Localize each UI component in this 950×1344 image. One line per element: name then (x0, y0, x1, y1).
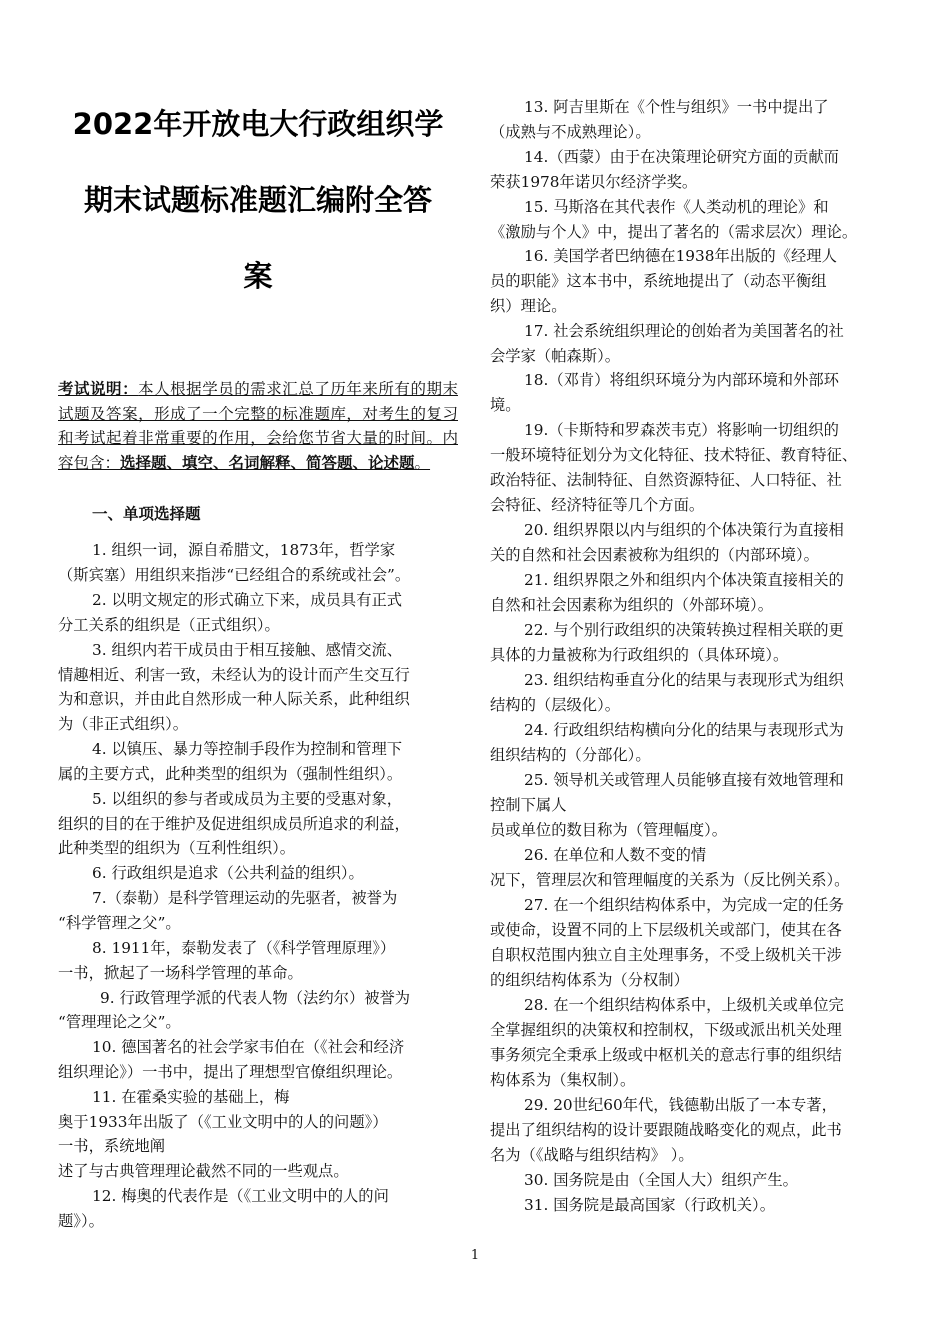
question-line: 述了与古典管理理论截然不同的一些观点。 (58, 1162, 349, 1180)
question-line: 关的自然和社会因素被称为组织的（内部环境）。 (490, 546, 819, 564)
question-line: 10. 德国著名的社会学家韦伯在（《社会和经济 (92, 1038, 405, 1056)
question-line: 9. 行政管理学派的代表人物（法约尔）被誉为 (100, 989, 411, 1007)
question-line: 属的主要方式，此种类型的组织为（强制性组织）。 (58, 765, 403, 783)
question-line: 21. 组织界限之外和组织内个体决策直接相关的 (524, 571, 844, 589)
title-line-2: 期末试题标准题汇编附全答 (83, 183, 432, 217)
question-line: 5. 以组织的参与者或成员为主要的受惠对象， (92, 790, 403, 808)
question-line: 7.（泰勒）是科学管理运动的先驱者，被誉为 (92, 889, 398, 907)
question-line: 12. 梅奥的代表作是（《工业文明中的人的问 (92, 1187, 389, 1205)
section-title: 一、单项选择题 (92, 505, 201, 523)
question-line: 政治特征、法制特征、自然资源特征、人口特征、社 (490, 471, 842, 489)
question-line: 员的职能》这本书中，系统地提出了（动态平衡组 (490, 272, 827, 290)
question-line: 一书，系统地阐 (58, 1137, 166, 1155)
question-line: 28. 在一个组织结构体系中，上级机关或单位完 (524, 996, 844, 1014)
question-line: 25. 领导机关或管理人员能够直接有效地管理和 (524, 771, 844, 789)
question-line: 事务须完全秉承上级或中枢机关的意志行事的组织结 (490, 1046, 842, 1064)
question-line: 16. 美国学者巴纳德在1938年出版的《经理人 (524, 247, 837, 265)
question-line: 11. 在霍桑实验的基础上，梅 (92, 1088, 290, 1106)
question-line: 会特征、经济特征等几个方面。 (490, 496, 705, 514)
question-line: 组织理论》）一书中，提出了理想型官僚组织理论。 (58, 1063, 403, 1081)
instructions-text: 本人根据学员的需求汇总了历年来所有的期末试题及答案，形成了一个完整的标准题库，对考生的复习和考试起着非常重要的作用，会给您节省大量的时间。内容包含： (58, 380, 458, 472)
question-line: 或使命，设置不同的上下层级机关或部门，使其在各 (490, 921, 842, 939)
title-line-1: 2022年开放电大行政组织学 (72, 107, 444, 141)
question-line: 织）理论。 (490, 297, 567, 315)
question-line: 27. 在一个组织结构体系中，为完成一定的任务 (524, 896, 844, 914)
question-line: 组织的目的在于维护及促进组织成员所追求的利益， (58, 815, 410, 833)
question-line: 《激励与个人》中，提出了著名的（需求层次）理论。 (490, 223, 858, 241)
question-line: 提出了组织结构的设计要跟随战略变化的观点，此书 (490, 1121, 842, 1139)
instructions-end: 。 (414, 453, 431, 472)
question-line: 此种类型的组织为（互利性组织）。 (58, 839, 296, 857)
question-line: 为和意识，并由此自然形成一种人际关系，此种组织 (58, 690, 410, 708)
page-number: 1 (470, 1248, 480, 1263)
question-line: 荣获1978年诺贝尔经济学奖。 (490, 173, 698, 191)
question-line: 2. 以明文规定的形式确立下来，成员具有正式 (92, 591, 403, 609)
instructions-label: 考试说明： (58, 379, 139, 398)
question-line: 30. 国务院是由（全国人大）组织产生。 (524, 1171, 798, 1189)
question-line: 构体系为（集权制）。 (490, 1071, 636, 1089)
question-line: （成熟与不成熟理论）。 (490, 123, 651, 141)
question-line: “科学管理之父”。 (58, 914, 181, 932)
question-line: 题》）。 (58, 1212, 104, 1230)
question-line: 全掌握组织的决策权和控制权，下级或派出机关处理 (490, 1021, 842, 1039)
question-line: 1. 组织一词，源自希腊文，1873年，哲学家 (92, 541, 396, 559)
question-line: 29. 20世纪60年代，钱德勒出版了一本专著， (524, 1096, 837, 1114)
question-line: 分工关系的组织是（正式组织）。 (58, 616, 280, 634)
question-line: 20. 组织界限以内与组织的个体决策行为直接相 (524, 521, 844, 539)
question-line: 19.（卡斯特和罗森茨韦克）将影响一切组织的 (524, 421, 839, 439)
question-line: 26. 在单位和人数不变的情 (524, 846, 707, 864)
question-line: 况下，管理层次和管理幅度的关系为（反比例关系）。 (490, 871, 850, 889)
question-line: 一般环境特征划分为文化特征、技术特征、教育特征、 (490, 446, 858, 464)
question-line: 具体的力量被称为行政组织的（具体环境）。 (490, 646, 789, 664)
question-line: 17. 社会系统组织理论的创始者为美国著名的社 (524, 322, 844, 340)
question-line: （斯宾塞）用组织来指涉“已经组合的系统或社会”。 (58, 566, 411, 584)
question-line: 结构的（层级化）。 (490, 696, 621, 714)
question-line: 24. 行政组织结构横向分化的结果与表现形式为 (524, 721, 844, 739)
question-line: 自然和社会因素称为组织的（外部环境）。 (490, 596, 773, 614)
question-types: 选择题、填空、名词解释、简答题、论述题 (120, 452, 415, 472)
question-line: 员或单位的数目称为（管理幅度）。 (490, 821, 728, 839)
question-line: 23. 组织结构垂直分化的结果与表现形式为组织 (524, 671, 844, 689)
question-line: 为（非正式组织）。 (58, 715, 189, 733)
question-line: 境。 (490, 396, 521, 414)
title-line-3: 案 (243, 259, 273, 293)
question-line: 8. 1911年，泰勒发表了（《科学管理原理》） (92, 939, 396, 957)
question-line: 组织结构的（分部化）。 (490, 746, 651, 764)
question-line: 情趣相近、利害一致，未经认为的设计而产生交互行 (58, 666, 410, 684)
question-line: “管理理论之父”。 (58, 1013, 181, 1031)
question-line: 6. 行政组织是追求（公共利益的组织）。 (92, 864, 364, 882)
question-line: 22. 与个别行政组织的决策转换过程相关联的更 (524, 621, 844, 639)
exam-instructions (58, 377, 458, 475)
question-line: 一书，掀起了一场科学管理的革命。 (58, 964, 303, 982)
question-line: 会学家（帕森斯）。 (490, 347, 621, 365)
question-line: 的组织结构体系为（分权制） (490, 971, 689, 989)
question-line: 奥于1933年出版了（《工业文明中的人的问题》） (58, 1113, 388, 1131)
question-line: 4. 以镇压、暴力等控制手段作为控制和管理下 (92, 740, 403, 758)
question-line: 31. 国务院是最高国家（行政机关）。 (524, 1196, 775, 1214)
question-line: 3. 组织内若干成员由于相互接触、感情交流、 (92, 641, 403, 659)
question-line: 自职权范围内独立自主处理事务，不受上级机关干涉 (490, 946, 842, 964)
question-line: 15. 马斯洛在其代表作《人类动机的理论》和 (524, 198, 829, 216)
question-line: 控制下属人 (490, 796, 567, 814)
question-line: 18.（邓肯）将组织环境分为内部环境和外部环 (524, 371, 839, 389)
question-line: 13. 阿吉里斯在《个性与组织》一书中提出了 (524, 98, 829, 116)
question-line: 14.（西蒙）由于在决策理论研究方面的贡献而 (524, 148, 839, 166)
question-line: 名为（《战略与组织结构》 ）。 (490, 1146, 694, 1164)
